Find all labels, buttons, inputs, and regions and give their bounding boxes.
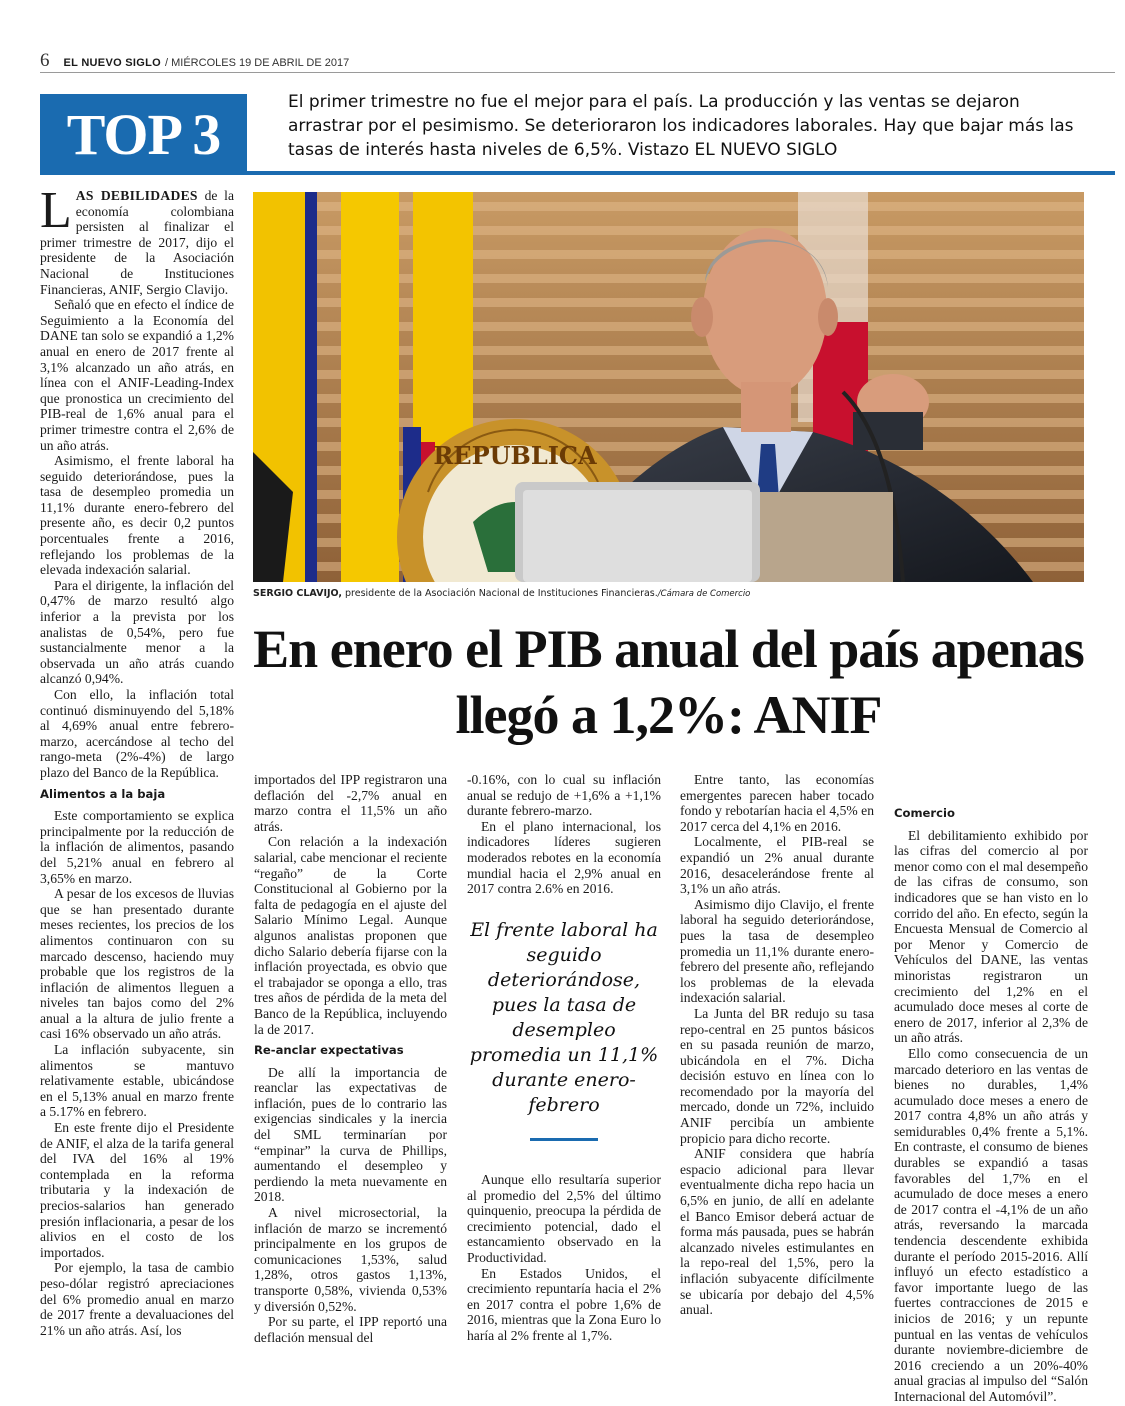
subheading: Comercio <box>894 806 955 820</box>
paragraph: Por su parte, el IPP reportó una deflación mensual del <box>254 1314 447 1345</box>
page-number: 6 <box>40 50 50 71</box>
column-1 <box>40 182 234 1338</box>
paragraph: En Estados Unidos, el crecimiento repuntaría hacia el 2% en 2017 contra el pobre 1,6% de 2016, mientras que la Zona Euro lo haría al 2% frente al 1,7%. <box>467 1265 661 1343</box>
issue-date: / MIÉRCOLES 19 DE ABRIL DE 2017 <box>165 57 350 69</box>
paragraph: Localmente, el PIB-real se expandió un 2% anual durante 2016, desacelerándose frente al 3,1% un año atrás. <box>680 834 874 897</box>
paragraph: ANIF considera que habría espacio adicional para llevar eventualmente dicha repo hacia un 6,5% en junio, de allí en adelante el Banco Emisor deberá actuar de forma más pausada, pues se habrán alcanzado niveles estimulantes en la repo-real del 1,5%, pero la inflación subyacente difícilmente se ubicaría por debajo del 4,5% anual. <box>680 1146 874 1318</box>
paragraph: Asimismo, el frente laboral ha seguido deteriorándose, pues la tasa de desempleo promedia un 11,1% durante enero-febrero del presente año, es decir 0,2 puntos porcentuales frente a 2016, reflejando los problemas de la elevada indexación salarial. <box>40 453 234 578</box>
paragraph: Aunque ello resultaría superior al promedio del 2,5% del último quinquenio, preocupa la pérdida de crecimiento potencial, dado el estancamiento observado en la Productividad. <box>467 1172 661 1265</box>
section-rule <box>247 171 1115 175</box>
paragraph: A nivel microsectorial, la inflación de marzo se incrementó principalmente en los grupos de comunicaciones 1,53%, salud 1,28%, otros gastos 1,13%, transporte 0,58%, vivienda 0,53% y diversión 0,52%. <box>254 1205 447 1314</box>
article-photo <box>253 192 1084 582</box>
column-4 <box>680 772 874 1318</box>
pull-quote-rule <box>530 1138 598 1141</box>
paragraph: Ello como consecuencia de un marcado deterioro en las ventas de bienes no durables, 1,4% acumulado doce meses a enero de 2017 contra 4,8% un año atrás y semidurables 0,4% frente a 5,1%. En contraste, el consumo de bienes durables se expandió a tasas favorables del 1,7% en el acumulado de doce meses a enero de 2017 contra el -4,1% de un año atrás, reversando la marcada tendencia descendente exhibida durante el período 2015-2016. Allí influyó un efecto estadístico a favor importante luego de las fuertes contracciones de 2015 e inicios de 2016; y un repunte puntual en las ventas de vehículos durante noviembre-diciembre de 2016 creciendo a un 20%-40% anual gracias al impulso del “Salón Internacional del Automóvil”. <box>894 1045 1088 1404</box>
paragraph: Asimismo dijo Clavijo, el frente laboral ha seguido deteriorándose, pues la tasa de desempleo promedia un 11,1% durante enero-febrero del presente año, reflejando los problemas de la elevada indexación salarial. <box>680 896 874 1006</box>
column-3-lower <box>467 1172 661 1344</box>
drop-cap: L <box>40 182 72 239</box>
paragraph: La inflación subyacente, sin alimentos se mantuvo relativamente estable, ubicándose en el 5,13% anual en marzo frente a 5.17% en febrero. <box>40 1042 234 1120</box>
page-folio <box>40 50 1115 73</box>
paragraph: Para el dirigente, la inflación del 0,47% de marzo resultó algo inferior a la prevista por los analistas de 0,54%, pero fue sustancialmente menor a la observada un año atrás cuando alcanzó 0,94%. <box>40 577 234 687</box>
pull-quote: El frente laboral ha seguido deteriorándose, pues la tasa de desempleo promedia un 11,1% durante enero-febrero <box>469 919 659 1116</box>
paragraph: En el plano internacional, los indicadores líderes sugieren moderados rebotes en la economía mundial hacia el 2,9% anual en 2017 contra 2.6% en 2016. <box>467 818 661 897</box>
paragraph: Con relación a la indexación salarial, cabe mencionar el reciente “regaño” de la Corte Constitucional al Gobierno por la falta de pedagogía en el ajuste del Salario Mínimo Legal. Aunque algunos analistas proponen que dicho Salario debería fijarse con la inflación proyectada, es obvio que el trabajador se oponga a ello, tras tres años de pérdida de la meta del Banco de la República, incluyendo la de 2017. <box>254 834 447 1037</box>
caption-name: SERGIO CLAVIJO, <box>253 588 342 599</box>
paragraph <box>40 182 234 297</box>
paragraph: De allí la importancia de reanclar las expectativas de inflación, pues de lo contrario las exigencias sindicales y la inercia del SML terminarían por “empinar” la curva de Phillips, aumentando el desempleo y perdiendo la meta nuevamente en 2018. <box>254 1064 447 1205</box>
headline: En enero el PIB anual del país apenas llegó a 1,2%: ANIF <box>253 619 1084 745</box>
paragraph: En este frente dijo el Presidente de ANIF, el alza de la tarifa general del IVA del 16% al 19% contemplada en la reforma tributaria y la indexación de precios-salarios han generado presión inflacionaria, a pesar de los alivios en el costo de los importados. <box>40 1120 234 1260</box>
paragraph: Por ejemplo, la tasa de cambio peso-dólar registró apreciaciones del 6% promedio anual en marzo de 2017 frente a devaluaciones del 21% un año atrás. Así, los <box>40 1260 234 1338</box>
subheading: Alimentos a la baja <box>40 786 166 801</box>
seal-text: REPUBLICA <box>433 441 597 470</box>
lead-in: AS DEBILIDADES <box>75 188 198 203</box>
paragraph: A pesar de los excesos de lluvias que se han presentado durante meses recientes, los precios de los alimentos continuaron con su marcado descenso, haciendo muy probable que los registros de la inflación de alimentos lleguen a niveles tan bajos como del 2% anual a la altura de julio frente a casi 16% observado un año atrás. <box>40 886 234 1042</box>
paragraph-text: de la economía colombiana persisten al finalizar el primer trimestre de 2017, dijo el presidente de la Asociación Nacional de Instituciones Financieras, ANIF, Sergio Clavijo. <box>40 188 234 297</box>
paragraph: importados del IPP registraron una deflación del -2,7% anual en marzo contra el 11,5% un año atrás. <box>254 772 447 834</box>
caption-text: presidente de la Asociación Nacional de Instituciones Financieras. <box>342 588 658 599</box>
subheading: Re-anclar expectativas <box>254 1043 404 1058</box>
newspaper-name: EL NUEVO SIGLO <box>63 57 162 69</box>
paragraph: Señaló que en efecto el índice de Seguimiento a la Economía del DANE tan solo se expandió a 1,2% anual en enero de 2017 frente al 3,1% alcanzado un año atrás, en línea con el ANIF-Leading-Index que pronostica un crecimiento del PIB-real de 1,6% anual para el primer trimestre contra el 2,6% de un año atrás. <box>40 297 234 453</box>
paragraph: Con ello, la inflación total continuó disminuyendo del 5,18% al 4,69% anual entre febrero-marzo, acercándose al techo del rango-meta (2%-4%) de largo plazo del Banco de la República. <box>40 687 234 780</box>
column-2 <box>254 772 447 1345</box>
paragraph: Entre tanto, las economías emergentes parecen haber tocado fondo y rebotarían hacia el 4,5% en 2017 cerca del 4,1% en 2016. <box>680 772 874 834</box>
caption-credit: /Cámara de Comercio <box>657 589 751 599</box>
column-5 <box>894 806 1088 1405</box>
section-label: TOP 3 <box>40 94 247 175</box>
paragraph: El debilitamiento exhibido por las cifras del comercio al por menor como con el mal desempeño de las cifras de consumo, son indicadores que se han visto en lo corrido del año. En efecto, según la Encuesta Mensual de Comercio al por Menor y Comercio de Vehículos del DANE, las ventas minoristas registraron un crecimiento del 1,2% en el acumulado doce meses al corte de enero de 2017, inferior al 2,3% de un año atrás. <box>894 827 1088 1046</box>
article-deck: El primer trimestre no fue el mejor para el país. La producción y las ventas se dejaron arrastrar por el pesimismo. Se deterioraron los indicadores laborales. Hay que bajar más las tasas de interés hasta niveles de 6,5%. Vistazo EL NUEVO SIGLO <box>288 92 1074 160</box>
column-3 <box>467 772 661 897</box>
paragraph: La Junta del BR redujo su tasa repo-central en 25 puntos básicos en su pasada reunión de marzo, ubicándola en el 7%. Dicha decisión estuvo en línea con lo recomendado por la mayoría del mercado, donde un 72%, incluido ANIF percibía un ambiente propicio para dicho recorte. <box>680 1005 874 1146</box>
photo-illustration <box>253 192 1084 582</box>
photo-caption <box>253 588 1084 599</box>
paragraph: Este comportamiento se explica principalmente por la reducción de la inflación de alimentos, pasando del 5,21% anual en febrero al 3,65% en marzo. <box>40 808 234 886</box>
paragraph: -0.16%, con lo cual su inflación anual se redujo de +1,6% a +1,1% durante febrero-marzo. <box>467 772 661 819</box>
